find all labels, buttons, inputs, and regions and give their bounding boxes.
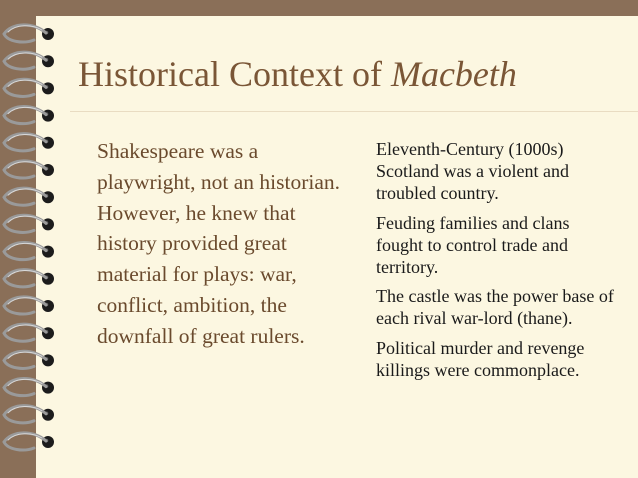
title-divider	[70, 111, 638, 112]
spiral-ring	[4, 324, 54, 341]
spiral-ring	[4, 106, 54, 123]
spiral-ring	[4, 433, 54, 450]
title-italic-text: Macbeth	[390, 54, 517, 94]
spiral-ring	[4, 406, 54, 423]
spiral-ring	[4, 161, 54, 178]
spiral-ring	[4, 270, 54, 287]
spiral-ring	[4, 188, 54, 205]
bullet-item: Political murder and revenge killings were commonplace.	[376, 337, 585, 380]
spiral-ring	[4, 52, 54, 69]
slide-title	[78, 50, 517, 98]
spiral-ring	[4, 134, 54, 151]
spiral-ring	[4, 25, 54, 42]
spiral-ring	[4, 242, 54, 259]
title-text: Historical Context of	[78, 54, 391, 94]
spiral-ring	[4, 215, 54, 232]
spiral-ring	[4, 351, 54, 368]
bullet-item: Eleventh-Century (1000s) Scotland was a violent and troubled country.	[376, 139, 569, 203]
spiral-ring	[4, 378, 54, 395]
left-paragraph: Shakespeare was a playwright, not an historian. However, he knew that history provided great material for plays: war, conflict, ambition, the downfall of great rulers.	[97, 139, 341, 348]
bullet-item: The castle was the power base of each rival war-lord (thane).	[376, 286, 614, 328]
spiral-ring	[4, 79, 54, 96]
spiral-binding-icon	[0, 18, 70, 478]
bullet-item: Feuding families and clans fought to control trade and territory.	[376, 212, 570, 277]
right-bullet-list	[376, 138, 616, 388]
spiral-ring	[4, 297, 54, 314]
